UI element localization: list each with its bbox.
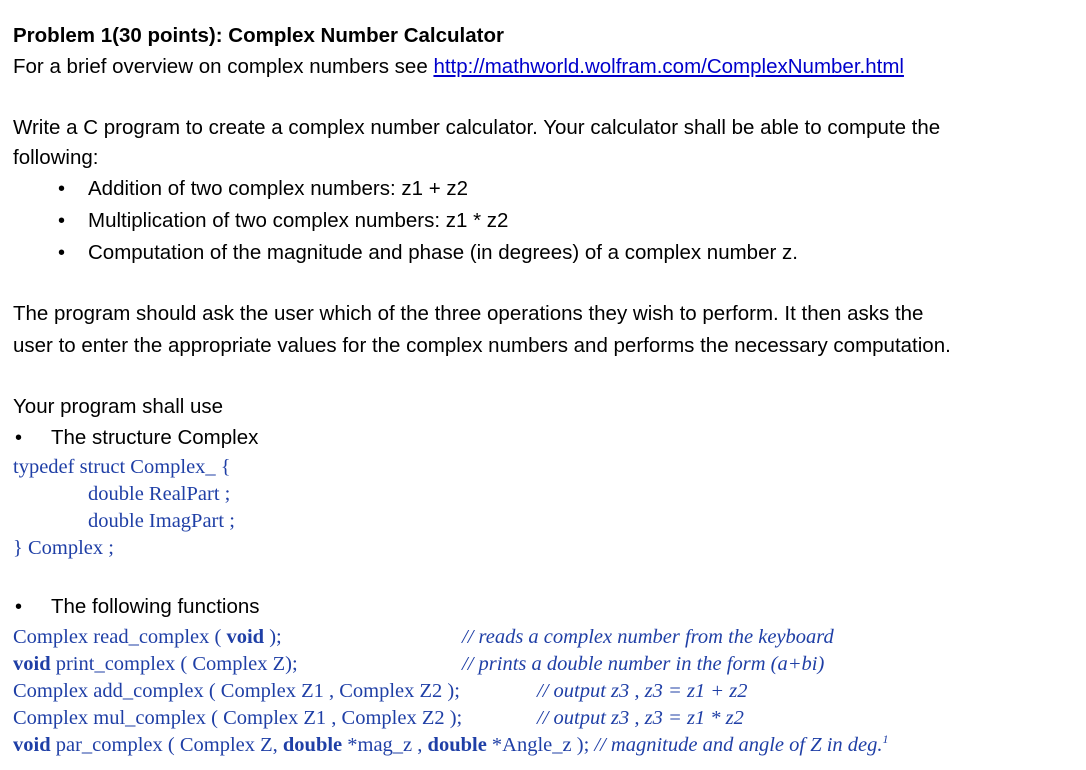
problem-title: Problem 1(30 points): Complex Number Calculator — [13, 24, 504, 47]
function-print-complex — [13, 651, 298, 677]
mathworld-link[interactable]: http://mathworld.wolfram.com/ComplexNumber.html — [433, 55, 904, 78]
bullet-icon: • — [15, 427, 23, 449]
function-mul-complex: Complex mul_complex ( Complex Z1 , Complex Z2 ); — [13, 707, 463, 729]
comment-read-complex: // reads a complex number from the keyboard — [462, 626, 834, 648]
bullet-icon: • — [58, 242, 66, 264]
struct-line-closing: } Complex ; — [13, 537, 114, 559]
comment-par-complex: // magnitude and angle of Z in deg. — [594, 734, 883, 756]
function-text: *mag_z , — [342, 734, 428, 756]
comment-print-complex: // prints a double number in the form (a+bi) — [462, 653, 825, 675]
overview-line — [13, 54, 904, 80]
function-text: ); — [264, 626, 282, 648]
function-par-complex — [13, 732, 889, 758]
bullet-icon: • — [15, 596, 23, 618]
function-text: *Angle_z ); — [486, 734, 590, 756]
keyword-void: void — [13, 734, 51, 756]
struct-line-imagpart: double ImagPart ; — [88, 510, 235, 532]
footnote-marker: 1 — [882, 732, 889, 747]
operation-item-multiplication: Multiplication of two complex numbers: z1 * z2 — [88, 209, 509, 232]
function-text: Complex read_complex ( — [13, 626, 227, 648]
struct-line-realpart: double RealPart ; — [88, 483, 231, 505]
comment-mul-complex: // output z3 , z3 = z1 * z2 — [537, 707, 744, 729]
keyword-void: void — [13, 653, 51, 675]
struct-line-typedef: typedef struct Complex_ { — [13, 456, 231, 478]
keyword-double: double — [282, 734, 343, 756]
function-read-complex — [13, 624, 282, 650]
uses-heading: Your program shall use — [13, 395, 224, 418]
operation-item-magnitude-phase: Computation of the magnitude and phase (in degrees) of a complex number z. — [88, 241, 798, 264]
intro-line-2: following: — [13, 146, 99, 169]
flow-line-2: user to enter the appropriate values for the complex numbers and performs the necessary computation. — [13, 334, 951, 357]
keyword-double: double — [427, 734, 487, 756]
operation-item-addition: Addition of two complex numbers: z1 + z2 — [88, 177, 469, 200]
structure-bullet-text: The structure Complex — [51, 426, 259, 449]
overview-text: For a brief overview on complex numbers see — [13, 55, 434, 78]
function-text: print_complex ( Complex Z); — [50, 653, 298, 675]
function-text: par_complex ( Complex Z, — [50, 734, 283, 756]
bullet-icon: • — [58, 178, 66, 200]
function-add-complex: Complex add_complex ( Complex Z1 , Complex Z2 ); — [13, 680, 460, 702]
intro-line-1: Write a C program to create a complex number calculator. Your calculator shall be able to compute the — [13, 116, 941, 139]
flow-line-1: The program should ask the user which of the three operations they wish to perform. It then asks the — [13, 302, 924, 325]
keyword-void: void — [226, 626, 265, 648]
bullet-icon: • — [58, 210, 66, 232]
comment-add-complex: // output z3 , z3 = z1 + z2 — [537, 680, 748, 702]
functions-bullet-text: The following functions — [51, 595, 260, 618]
